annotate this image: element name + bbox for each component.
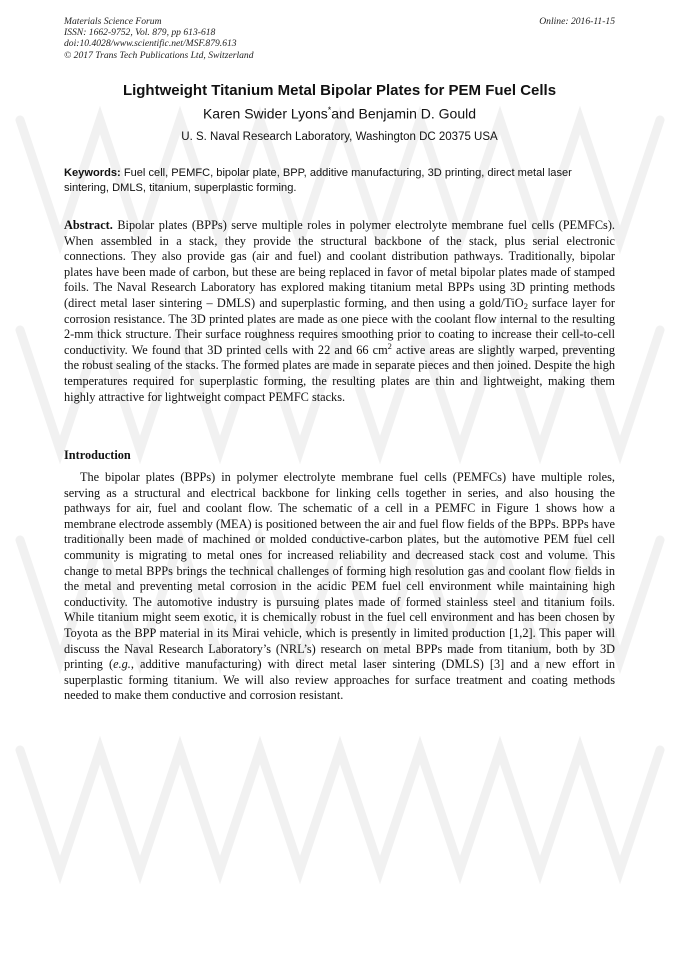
abstract-text-2: surface layer for corrosion resistance. The 3D printed plates are made as one piece with the coolant flow internal to the resulting 2-mm thick structure. Their surface roughness requires smoothing prior to coating to increase their cell-to-cell conductivity. We found that 3D printed cells with 22 and 66 cm (64, 295, 616, 357)
intro-text-2: , additive manufacturing) with direct metal laser sintering (DMLS) [3] and a new effort in superplastic forming titanium. We will also review approaches for surface treatment and coating methods needed to make them conductive and corrosion resistant. (64, 657, 616, 703)
corresponding-mark: * (327, 105, 332, 115)
author-2: and Benjamin D. Gould (331, 105, 477, 122)
abstract-label: Abstract. (64, 218, 113, 232)
doi-line: doi:10.4028/www.scientific.net/MSF.879.613 (64, 38, 237, 50)
keywords-text: Fuel cell, PEMFC, bipolar plate, BPP, additive manufacturing, 3D printing, direct metal laser sintering, DMLS, titanium, superplastic forming. (64, 167, 572, 194)
abstract-text-1: Bipolar plates (BPPs) serve multiple roles in polymer electrolyte membrane fuel cells (PEMFCs). When assembled in a stack, they provide the structural backbone of the stack, plus serial electronic connections. They also provide gas (air and fuel) and coolant distribution pathways. Traditionally, bipolar plates have been made of carbon, but these are being replaced in favor of metal bipolar plates made of stamped foils. The Naval Research Laboratory has explored making titanium metal BPPs using 3D printing methods (direct metal laser sintering – DMLS) and superplastic forming, and then using a gold/TiO (64, 218, 615, 310)
abstract-paragraph (64, 218, 615, 405)
intro-text-1: The bipolar plates (BPPs) in polymer electrolyte membrane fuel cells (PEMFCs) have multiple roles, serving as a structural and electrical backbone for linking cells together in series, and also housing the pathways for air, fuel and coolant flow. The schematic of a cell in a PEMFC in Figure 1 shows how a membrane electrode assembly (MEA) is positioned between the air and fuel flow fields of the BPPs. BPPs have traditionally been made of machined or molded conductive-carbon plates, but the automotive PEM fuel cell community is migrating to metal ones for increased reliability and decreased stack cost and volume. This change to metal BPPs brings the technical challenges of forming high resolution gas and coolant flow fields in the metal and preventing metal corrosion in the acidic PEM fuel cell environment while maintaining high conductivity. The automotive industry is pursuing plates made of formed stainless steel and titanium foils. While titanium might seem exotic, it is chemically robust in the fuel cell environment and has been chosen by Toyota as the BPP material in its Mirai vehicle, which is presently in limited production [1,2]. This paper will discuss the Naval Research Laboratory’s (NRL’s) research on metal BPPs made from titanium, both by 3D printing ( (64, 470, 615, 672)
paper-title: Lightweight Titanium Metal Bipolar Plates for PEM Fuel Cells (122, 82, 557, 99)
introduction-heading: Introduction (64, 448, 131, 462)
affiliation: U. S. Naval Research Laboratory, Washington DC 20375 USA (181, 131, 498, 143)
author-1: Karen Swider Lyons (202, 105, 328, 122)
copyright-line: © 2017 Trans Tech Publications Ltd, Switzerland (64, 49, 254, 61)
keywords-block (64, 166, 615, 195)
superscript-2: 2 (387, 340, 392, 351)
journal-name: Materials Science Forum (64, 16, 162, 27)
journal-header (64, 16, 615, 61)
author-line (64, 105, 615, 122)
intro-eg: e.g. (113, 657, 131, 672)
online-date: Online: 2016-11-15 (539, 16, 615, 27)
keywords-label: Keywords: (64, 167, 121, 179)
introduction-paragraph (64, 470, 615, 704)
subscript-2: 2 (523, 300, 528, 311)
abstract-text-3: active areas are slightly warped, preventing the robust sealing of the stacks. The formed plates are made in separate pieces and then joined. Despite the high temperatures required for superplastic forming, the resulting plates are thin and lightweight, making them highly attractive for lightweight compact PEMFC stacks. (64, 342, 615, 404)
issn-line: ISSN: 1662-9752, Vol. 879, pp 613-618 (64, 27, 216, 39)
